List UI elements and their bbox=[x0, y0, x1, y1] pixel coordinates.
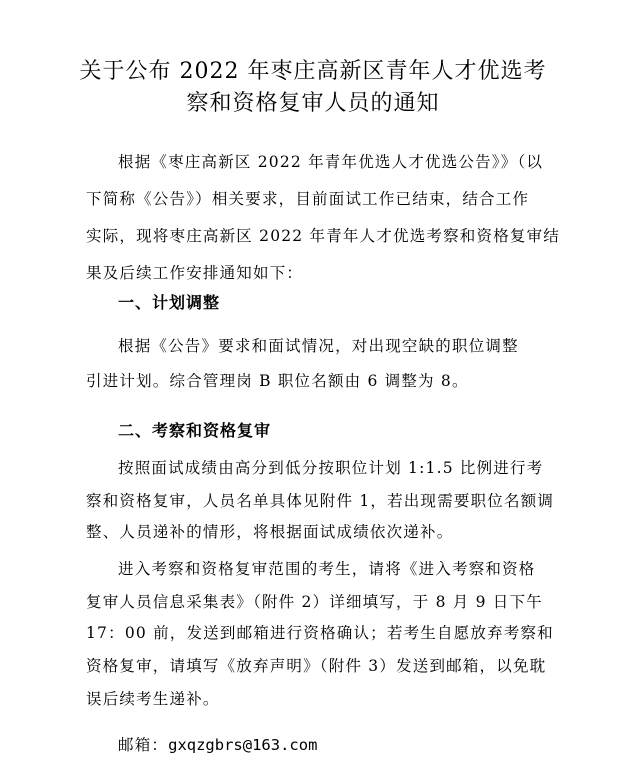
section2-para2-line-5: 误后续考生递补。 bbox=[86, 690, 220, 708]
email-line bbox=[118, 734, 548, 756]
section2-para1-line-2: 察和资格复审，人员名单具体见附件 1，若出现需要职位名额调 bbox=[86, 492, 555, 510]
section2-para1-line-1: 按照面试成绩由高分到低分按职位计划 1:1.5 比例进行考 bbox=[118, 459, 544, 477]
section2-para2-line-1: 进入考察和资格复审范围的考生，请将《进入考察和资格 bbox=[118, 560, 536, 578]
section1-line-2: 引进计划。综合管理岗 B 职位名额由 6 调整为 8。 bbox=[86, 372, 469, 390]
section2-para2-line-2: 复审人员信息采集表》（附件 2）详细填写，于 8 月 9 日下午 bbox=[86, 593, 543, 611]
email-label: 邮箱： bbox=[118, 736, 169, 754]
section-heading-plan-adjustment: 一、计划调整 bbox=[118, 293, 221, 312]
intro-line-2: 下简称《公告》）相关要求，目前面试工作已结束，结合工作 bbox=[86, 190, 530, 208]
document-title-line-1: 关于公布 2022 年枣庄高新区青年人才优选考 bbox=[79, 59, 547, 84]
section2-para2-line-4: 资格复审，请填写《放弃声明》（附件 3）发送到邮箱，以免耽 bbox=[86, 657, 547, 675]
section1-line-1: 根据《公告》要求和面试情况，对出现空缺的职位调整 bbox=[118, 337, 519, 355]
document-title-line-2: 察和资格复审人员的通知 bbox=[186, 91, 440, 116]
section2-para2-line-3: 17：00 前，发送到邮箱进行资格确认；若考生自愿放弃考察和 bbox=[86, 624, 554, 642]
email-address[interactable]: gxqzgbrs@163.com bbox=[168, 736, 318, 754]
section-heading-review: 二、考察和资格复审 bbox=[118, 421, 272, 440]
intro-line-3: 实际，现将枣庄高新区 2022 年青年人才优选考察和资格复审结 bbox=[86, 227, 561, 245]
section2-para1-line-3: 整、人员递补的情形，将根据面试成绩依次递补。 bbox=[86, 523, 454, 541]
intro-line-4: 果及后续工作安排通知如下： bbox=[86, 264, 304, 282]
intro-line-1: 根据《枣庄高新区 2022 年青年优选人才优选公告》》（以 bbox=[118, 153, 544, 171]
